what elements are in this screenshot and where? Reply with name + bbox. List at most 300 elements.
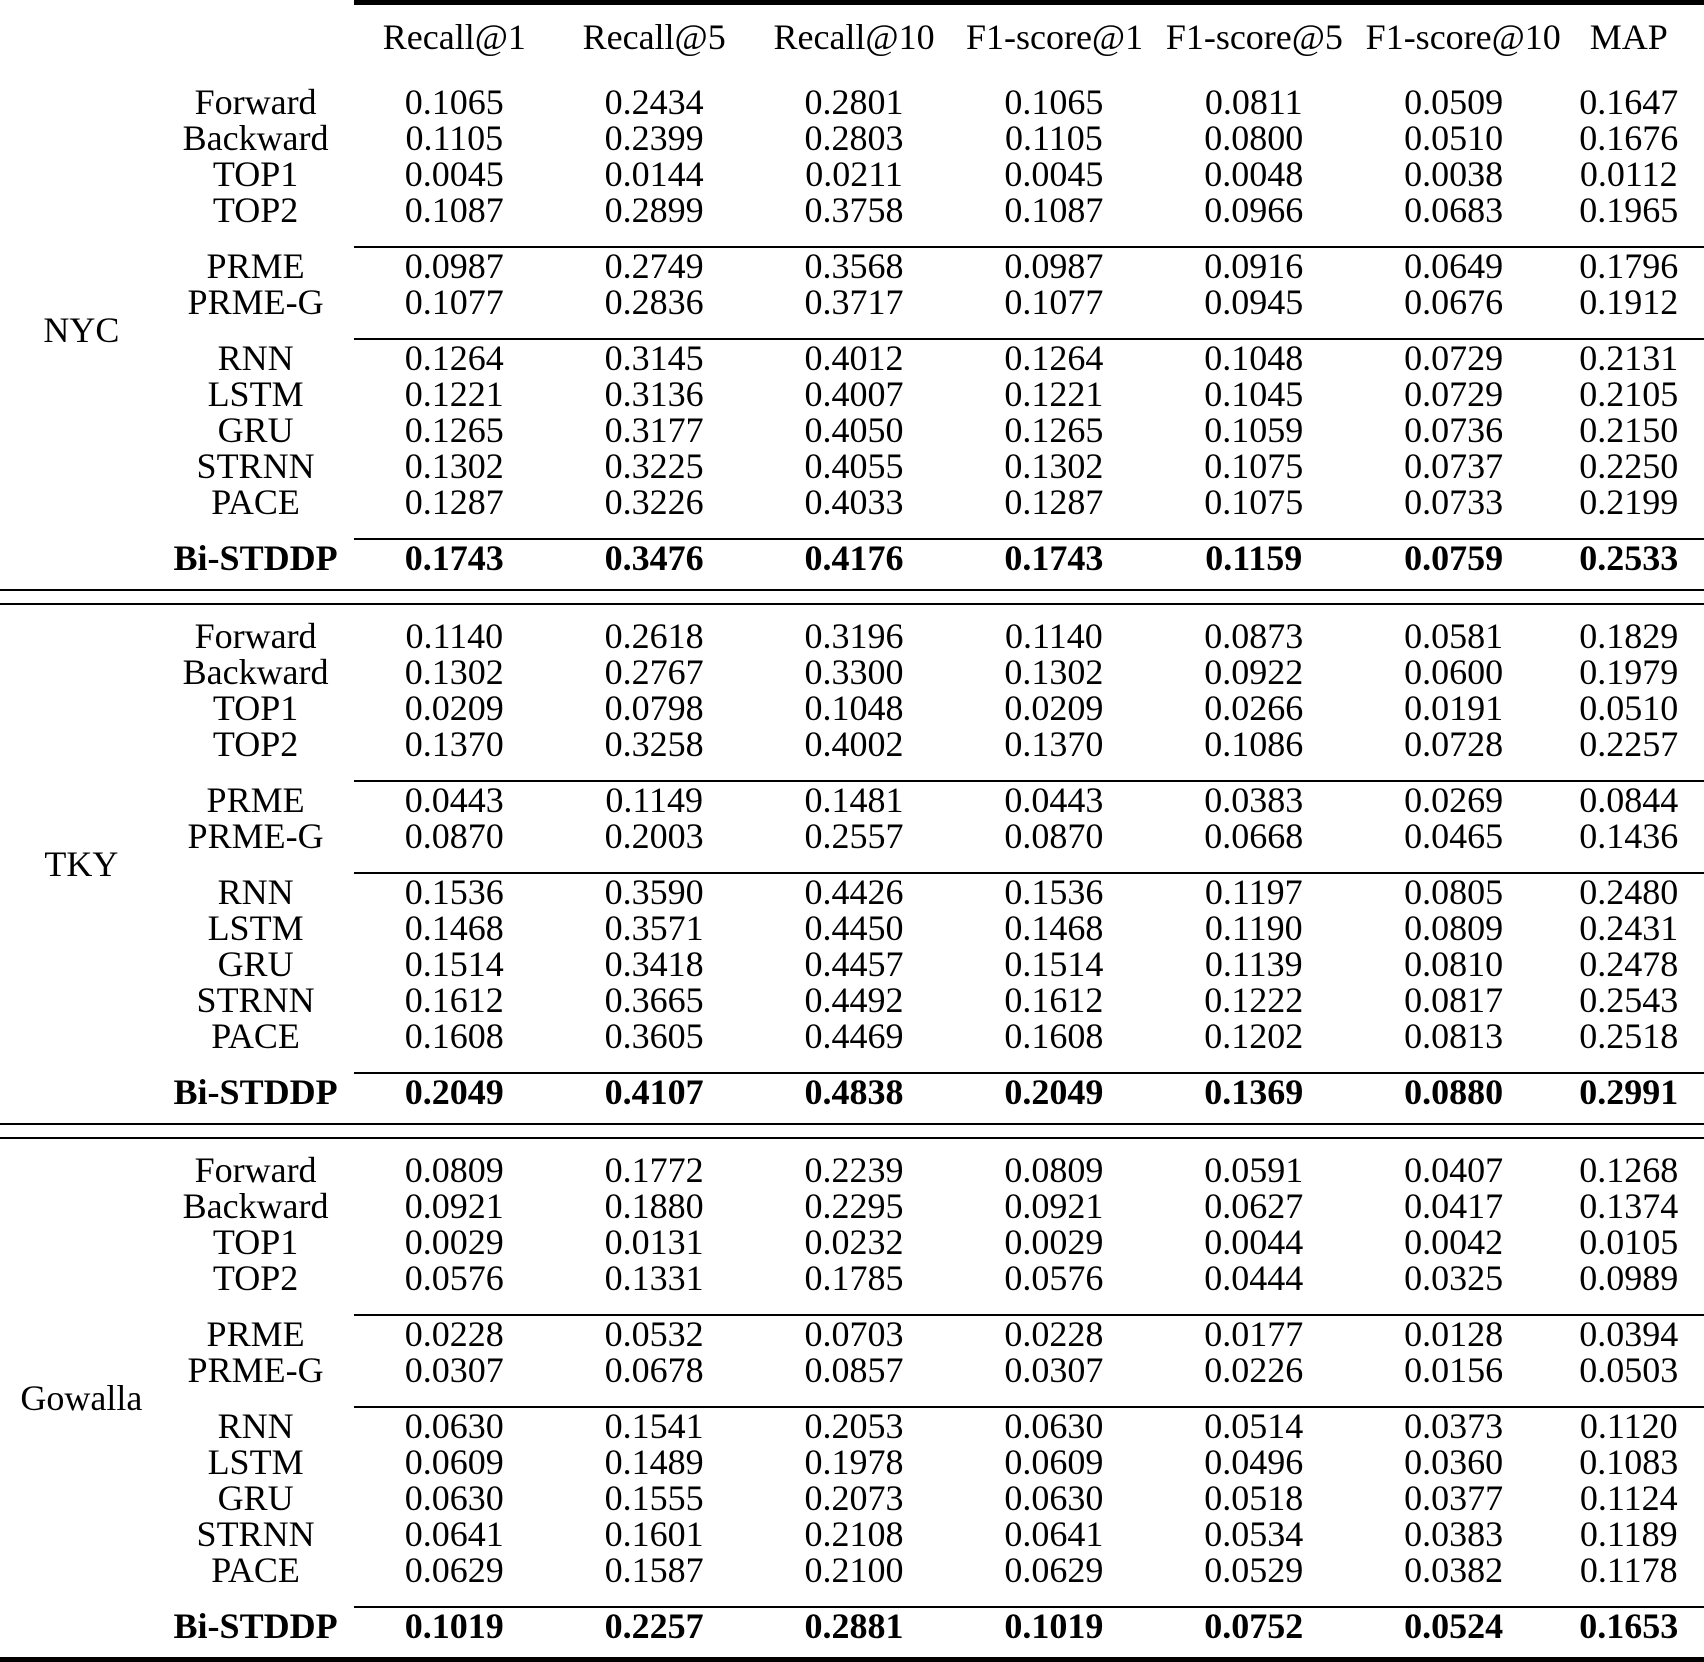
- metric-value: 0.2518: [1579, 1016, 1679, 1056]
- metric-value: 0.0805: [1404, 872, 1504, 912]
- metric-value: 0.2543: [1579, 980, 1679, 1020]
- group-separator-rule: [1154, 520, 1354, 539]
- metric-value: 0.0307: [404, 1350, 504, 1390]
- metric-value: 0.0630: [1004, 1478, 1104, 1518]
- dataset-separator-rule: [754, 1124, 954, 1138]
- metric-value: 0.0407: [1404, 1150, 1504, 1190]
- metric-value: 0.1676: [1579, 118, 1679, 158]
- dataset-separator-rule: [1554, 1124, 1704, 1138]
- metric-value: 0.1489: [604, 1442, 704, 1482]
- group-separator-rule: [1354, 1388, 1554, 1407]
- group-separator-rule: [354, 228, 554, 247]
- metric-value: 0.1965: [1579, 190, 1679, 230]
- group-separator-rule: [954, 1588, 1154, 1607]
- group-separator-rule: [1354, 762, 1554, 781]
- metric-value: 0.0228: [1004, 1314, 1104, 1354]
- metric-value: 0.2557: [804, 816, 904, 856]
- metric-value: 0.2053: [804, 1406, 904, 1446]
- dataset-separator-rule: [954, 590, 1154, 604]
- metric-value: 0.2836: [604, 282, 704, 322]
- metric-value: 0.3568: [804, 246, 904, 286]
- group-separator-rule: [754, 854, 954, 873]
- metric-value: 0.1587: [604, 1550, 704, 1590]
- metric-value: 0.0510: [1404, 118, 1504, 158]
- method-label: LSTM: [207, 908, 304, 948]
- spacer-cell: [163, 1110, 355, 1124]
- metric-value: 0.1978: [804, 1442, 904, 1482]
- spacer-cell: [754, 1644, 954, 1657]
- metric-value: 0.2399: [604, 118, 704, 158]
- metric-value: 0.1370: [1004, 724, 1104, 764]
- metric-value: 0.1086: [1204, 724, 1304, 764]
- table-row: [0, 539, 1704, 576]
- metric-value: 0.0641: [404, 1514, 504, 1554]
- metric-value: 0.1796: [1579, 246, 1679, 286]
- spacer-cell: [163, 576, 355, 590]
- method-label: PACE: [211, 482, 300, 522]
- group-separator-rule: [954, 854, 1154, 873]
- metric-value: 0.0921: [404, 1186, 504, 1226]
- metric-value: 0.1979: [1579, 652, 1679, 692]
- group-separator-rule: [554, 228, 754, 247]
- group-separator-rule: [354, 1296, 554, 1315]
- dataset-separator-rule: [354, 1124, 554, 1138]
- metric-value: 0.0191: [1404, 688, 1504, 728]
- group-separator-rule: [1354, 320, 1554, 339]
- dataset-separator-rule: [354, 590, 554, 604]
- group-separator: [0, 1388, 1704, 1407]
- metric-value: 0.0630: [1004, 1406, 1104, 1446]
- metric-value: 0.2131: [1579, 338, 1679, 378]
- metric-value: 0.2073: [804, 1478, 904, 1518]
- group-separator-rule: [554, 762, 754, 781]
- method-label: Forward: [194, 616, 317, 656]
- metric-value: 0.1189: [1579, 1514, 1678, 1554]
- metric-value: 0.2899: [604, 190, 704, 230]
- metric-value: 0.0873: [1204, 616, 1304, 656]
- method-label: PRME: [206, 245, 305, 286]
- table-row: [0, 412, 1704, 448]
- table-row: [0, 982, 1704, 1018]
- spacer-cell: [1354, 1110, 1554, 1124]
- table-row: [0, 448, 1704, 484]
- metric-value: 0.1555: [604, 1478, 704, 1518]
- group-separator-rule: [1154, 320, 1354, 339]
- metric-value: 0.1331: [604, 1258, 704, 1298]
- metric-value: 0.0752: [1204, 1606, 1304, 1646]
- metric-value: 0.3145: [604, 338, 704, 378]
- metric-value: 0.1268: [1579, 1150, 1679, 1190]
- metric-value: 0.0989: [1579, 1258, 1679, 1298]
- metric-value: 0.1536: [1004, 872, 1104, 912]
- metric-value: 0.2257: [604, 1606, 704, 1646]
- method-label: Backward: [182, 1186, 329, 1226]
- group-separator-rule: [1154, 1054, 1354, 1073]
- group-separator-rule: [354, 762, 554, 781]
- bottom-rule-cell: [754, 1657, 954, 1660]
- metric-value: 0.0266: [1204, 688, 1304, 728]
- metric-value: 0.0383: [1404, 1514, 1504, 1554]
- metric-value: 0.1608: [1004, 1016, 1104, 1056]
- metric-value: 0.1178: [1579, 1550, 1678, 1590]
- group-separator-rule: [1554, 1588, 1704, 1607]
- metric-value: 0.0576: [1004, 1258, 1104, 1298]
- group-separator-rule: [354, 1388, 554, 1407]
- metric-value: 0.2003: [604, 816, 704, 856]
- method-label: GRU: [217, 410, 294, 450]
- metric-value: 0.4055: [804, 446, 904, 486]
- method-label: GRU: [217, 1478, 294, 1518]
- method-label: TOP2: [212, 1258, 299, 1298]
- column-header-f1-10: F1-score@10: [1354, 3, 1554, 72]
- metric-value: 0.0813: [1404, 1016, 1504, 1056]
- row-spacer: [0, 1110, 1704, 1124]
- metric-value: 0.1785: [804, 1258, 904, 1298]
- dataset-separator-rule: [0, 590, 163, 604]
- table-row: [0, 873, 1704, 910]
- spacer-cell: [1554, 576, 1704, 590]
- group-separator-rule: [1154, 1588, 1354, 1607]
- metric-value: 0.2431: [1579, 908, 1679, 948]
- spacer-cell: [754, 576, 954, 590]
- method-label: PACE: [211, 1016, 300, 1056]
- metric-value: 0.0394: [1579, 1314, 1679, 1354]
- spacer-cell: [163, 1644, 355, 1657]
- method-label: Forward: [194, 1150, 317, 1190]
- method-label: TOP2: [212, 724, 299, 764]
- table-row: [0, 284, 1704, 320]
- group-separator-rule: [1554, 1388, 1704, 1407]
- metric-value: 0.1481: [804, 780, 904, 820]
- metric-value: 0.0209: [1004, 688, 1104, 728]
- metric-value: 0.1065: [404, 82, 504, 122]
- metric-value: 0.1222: [1204, 980, 1304, 1020]
- group-separator: [0, 854, 1704, 873]
- method-label: LSTM: [207, 1442, 304, 1482]
- method-label: RNN: [217, 1405, 294, 1446]
- group-separator-rule: [754, 520, 954, 539]
- metric-value: 0.3717: [804, 282, 904, 322]
- group-separator-rule: [1154, 1296, 1354, 1315]
- group-separator-rule: [1154, 1388, 1354, 1407]
- metric-value: 0.0048: [1204, 154, 1304, 194]
- group-separator-rule: [1154, 228, 1354, 247]
- header-corner-dataset: [0, 3, 163, 72]
- spacer-cell: [1154, 1110, 1354, 1124]
- metric-value: 0.0798: [604, 688, 704, 728]
- metric-value: 0.0503: [1579, 1350, 1679, 1390]
- metric-value: 0.0729: [1404, 374, 1504, 414]
- metric-value: 0.1302: [404, 652, 504, 692]
- metric-value: 0.1087: [404, 190, 504, 230]
- metric-value: 0.4007: [804, 374, 904, 414]
- group-separator-rule: [554, 1054, 754, 1073]
- metric-value: 0.4033: [804, 482, 904, 522]
- group-separator-rule: [554, 854, 754, 873]
- bottom-rule-cell: [1154, 1657, 1354, 1660]
- method-label: PRME: [206, 779, 305, 820]
- metric-value: 0.0668: [1204, 816, 1304, 856]
- group-separator-rule: [754, 1054, 954, 1073]
- metric-value: 0.3225: [604, 446, 704, 486]
- table-row: [0, 84, 1704, 120]
- group-separator-rule: [554, 520, 754, 539]
- metric-value: 0.1105: [405, 118, 504, 158]
- table-row: [0, 1607, 1704, 1644]
- table-row: [0, 1018, 1704, 1054]
- metric-value: 0.1045: [1204, 374, 1304, 414]
- metric-value: 0.0810: [1404, 944, 1504, 984]
- metric-value: 0.1374: [1579, 1186, 1679, 1226]
- table-row: [0, 1516, 1704, 1552]
- metric-value: 0.4469: [804, 1016, 904, 1056]
- bottom-rule-cell: [554, 1657, 754, 1660]
- method-label: RNN: [217, 871, 294, 912]
- metric-value: 0.2049: [1004, 1072, 1104, 1112]
- group-separator-rule: [354, 520, 554, 539]
- method-label: Forward: [194, 82, 317, 122]
- group-separator-rule: [954, 228, 1154, 247]
- metric-value: 0.0029: [1004, 1222, 1104, 1262]
- metric-value: 0.0844: [1579, 780, 1679, 820]
- metric-value: 0.0105: [1579, 1222, 1679, 1262]
- metric-value: 0.0609: [1004, 1442, 1104, 1482]
- metric-value: 0.0534: [1204, 1514, 1304, 1554]
- metric-value: 0.0045: [1004, 154, 1104, 194]
- dataset-separator-rule: [1354, 590, 1554, 604]
- dataset-label: NYC: [43, 310, 120, 350]
- metric-value: 0.0966: [1204, 190, 1304, 230]
- metric-value: 0.2100: [804, 1550, 904, 1590]
- group-separator-rule: [1354, 854, 1554, 873]
- metric-value: 0.1197: [1204, 872, 1303, 912]
- group-separator-rule: [1554, 228, 1704, 247]
- metric-value: 0.0443: [1004, 780, 1104, 820]
- metric-value: 0.1772: [604, 1150, 704, 1190]
- metric-value: 0.0857: [804, 1350, 904, 1390]
- column-header-f1-1: F1-score@1: [954, 3, 1154, 72]
- metric-value: 0.2105: [1579, 374, 1679, 414]
- metric-value: 0.0629: [404, 1550, 504, 1590]
- method-label: Bi-STDDP: [173, 1605, 338, 1646]
- group-separator-rule: [1154, 854, 1354, 873]
- method-label: Backward: [182, 652, 329, 692]
- metric-value: 0.1221: [404, 374, 504, 414]
- metric-value: 0.0921: [1004, 1186, 1104, 1226]
- metric-value: 0.0728: [1404, 724, 1504, 764]
- metric-value: 0.1743: [404, 538, 504, 578]
- metric-value: 0.0529: [1204, 1550, 1304, 1590]
- metric-value: 0.3665: [604, 980, 704, 1020]
- metric-value: 0.0630: [404, 1406, 504, 1446]
- table-row: [0, 1224, 1704, 1260]
- dataset-separator: [0, 1124, 1704, 1138]
- group-separator-rule: [354, 1588, 554, 1607]
- method-label: TOP1: [212, 688, 299, 728]
- metric-value: 0.1077: [1004, 282, 1104, 322]
- spacer-cell: [954, 576, 1154, 590]
- metric-value: 0.3418: [604, 944, 704, 984]
- metric-value: 0.3758: [804, 190, 904, 230]
- bottom-rule-cell: [163, 1657, 355, 1660]
- metric-value: 0.1075: [1204, 446, 1304, 486]
- metric-value: 0.1287: [404, 482, 504, 522]
- method-label: TOP2: [212, 190, 299, 230]
- method-label: PRME-G: [187, 282, 324, 322]
- metric-value: 0.4107: [604, 1072, 704, 1112]
- method-label: Bi-STDDP: [173, 537, 338, 578]
- metric-value: 0.4426: [804, 872, 904, 912]
- metric-value: 0.0524: [1404, 1606, 1504, 1646]
- column-header-recall-10: Recall@10: [754, 3, 954, 72]
- metric-value: 0.1139: [1204, 944, 1303, 984]
- header-corner-method: [163, 3, 355, 72]
- metric-value: 0.2108: [804, 1514, 904, 1554]
- table-row: [0, 120, 1704, 156]
- metric-value: 0.0044: [1204, 1222, 1304, 1262]
- spacer-cell: [354, 1644, 554, 1657]
- dataset-separator-rule: [754, 590, 954, 604]
- group-separator-gap: [163, 228, 355, 247]
- spacer-cell: [1554, 1110, 1704, 1124]
- metric-value: 0.0444: [1204, 1258, 1304, 1298]
- method-label: PACE: [211, 1550, 300, 1590]
- metric-value: 0.2239: [804, 1150, 904, 1190]
- metric-value: 0.1468: [1004, 908, 1104, 948]
- group-separator-rule: [1554, 854, 1704, 873]
- metric-value: 0.1647: [1579, 82, 1679, 122]
- metric-value: 0.0226: [1204, 1350, 1304, 1390]
- group-separator-rule: [354, 1054, 554, 1073]
- group-separator-gap: [163, 854, 355, 873]
- spacer-cell: [1154, 1644, 1354, 1657]
- metric-value: 0.0509: [1404, 82, 1504, 122]
- table-row: [0, 690, 1704, 726]
- table-bottom-rule: [0, 1657, 1704, 1660]
- metric-value: 0.1436: [1579, 816, 1679, 856]
- metric-value: 0.1140: [405, 616, 504, 656]
- metric-value: 0.0360: [1404, 1442, 1504, 1482]
- metric-value: 0.0737: [1404, 446, 1504, 486]
- method-label: STRNN: [196, 1514, 315, 1554]
- metric-value: 0.0600: [1404, 652, 1504, 692]
- metric-value: 0.1541: [604, 1406, 704, 1446]
- group-separator: [0, 1588, 1704, 1607]
- metric-value: 0.1514: [1004, 944, 1104, 984]
- bottom-rule-cell: [954, 1657, 1154, 1660]
- group-separator: [0, 520, 1704, 539]
- metric-value: 0.4838: [804, 1072, 904, 1112]
- dataset-separator-rule: [1354, 1124, 1554, 1138]
- metric-value: 0.0232: [804, 1222, 904, 1262]
- metric-value: 0.0809: [1004, 1150, 1104, 1190]
- group-separator-gap: [163, 320, 355, 339]
- metric-value: 0.1059: [1204, 410, 1304, 450]
- metric-value: 0.1149: [605, 780, 703, 820]
- group-separator-rule: [954, 1054, 1154, 1073]
- metric-value: 0.1302: [404, 446, 504, 486]
- metric-value: 0.4002: [804, 724, 904, 764]
- metric-value: 0.1829: [1579, 616, 1679, 656]
- metric-value: 0.3300: [804, 652, 904, 692]
- metric-value: 0.1608: [404, 1016, 504, 1056]
- group-separator-rule: [754, 1296, 954, 1315]
- metric-value: 0.1743: [1004, 538, 1104, 578]
- metric-value: 0.0870: [1004, 816, 1104, 856]
- metric-value: 0.4012: [804, 338, 904, 378]
- metric-value: 0.0630: [404, 1478, 504, 1518]
- metric-value: 0.0045: [404, 154, 504, 194]
- metric-value: 0.0131: [604, 1222, 704, 1262]
- metric-value: 0.3590: [604, 872, 704, 912]
- table-row: [0, 618, 1704, 654]
- header-row: [0, 3, 1704, 72]
- metric-value: 0.1048: [1204, 338, 1304, 378]
- metric-value: 0.2749: [604, 246, 704, 286]
- method-label: STRNN: [196, 980, 315, 1020]
- group-separator-rule: [754, 1388, 954, 1407]
- metric-value: 0.1601: [604, 1514, 704, 1554]
- metric-value: 0.1653: [1579, 1606, 1679, 1646]
- group-separator-rule: [1354, 1296, 1554, 1315]
- group-separator-rule: [1354, 1054, 1554, 1073]
- group-separator-gap: [163, 1388, 355, 1407]
- metric-value: 0.2049: [404, 1072, 504, 1112]
- group-separator-rule: [354, 320, 554, 339]
- column-header-map: MAP: [1554, 3, 1704, 72]
- metric-value: 0.0042: [1404, 1222, 1504, 1262]
- metric-value: 0.4450: [804, 908, 904, 948]
- metric-value: 0.0641: [1004, 1514, 1104, 1554]
- table-row: [0, 484, 1704, 520]
- metric-value: 0.1190: [1204, 908, 1303, 948]
- table-body: [0, 71, 1704, 1660]
- metric-value: 0.0649: [1404, 246, 1504, 286]
- metric-value: 0.4492: [804, 980, 904, 1020]
- metric-value: 0.1912: [1579, 282, 1679, 322]
- metric-value: 0.1221: [1004, 374, 1104, 414]
- metric-value: 0.4176: [804, 538, 904, 578]
- metric-value: 0.2295: [804, 1186, 904, 1226]
- metric-value: 0.0417: [1404, 1186, 1504, 1226]
- group-separator-rule: [1554, 1054, 1704, 1073]
- metric-value: 0.3136: [604, 374, 704, 414]
- metric-value: 0.0922: [1204, 652, 1304, 692]
- table-header: [0, 3, 1704, 72]
- group-separator: [0, 1296, 1704, 1315]
- metric-value: 0.0811: [1204, 82, 1303, 122]
- table-row: [0, 910, 1704, 946]
- metric-value: 0.0729: [1404, 338, 1504, 378]
- table-row: [0, 654, 1704, 690]
- method-label: TOP1: [212, 1222, 299, 1262]
- group-separator-rule: [754, 762, 954, 781]
- metric-value: 0.0736: [1404, 410, 1504, 450]
- metric-value: 0.1065: [1004, 82, 1104, 122]
- row-spacer: [0, 576, 1704, 590]
- metric-value: 0.1019: [404, 1606, 504, 1646]
- group-separator-rule: [1354, 228, 1554, 247]
- table-row: [0, 1552, 1704, 1588]
- metric-value: 0.0703: [804, 1314, 904, 1354]
- metric-value: 0.3196: [804, 616, 904, 656]
- metric-value: 0.0269: [1404, 780, 1504, 820]
- metric-value: 0.1369: [1204, 1072, 1304, 1112]
- group-separator-rule: [1354, 1588, 1554, 1607]
- metric-value: 0.1048: [804, 688, 904, 728]
- metric-value: 0.1087: [1004, 190, 1104, 230]
- dataset-separator-rule: [554, 590, 754, 604]
